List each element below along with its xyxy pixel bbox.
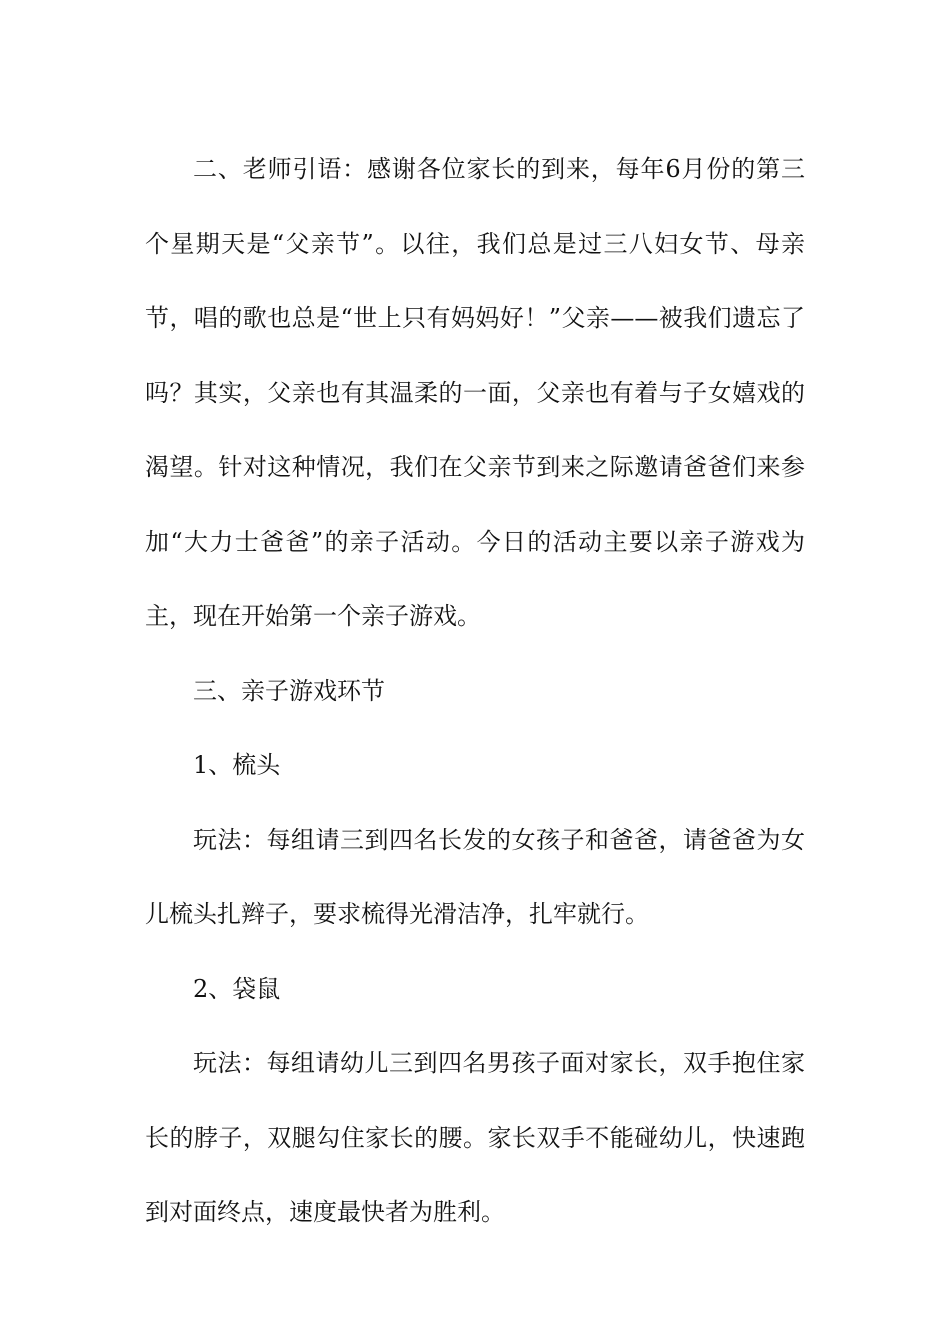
document-body	[145, 132, 805, 1250]
game-2-rules: 玩法：每组请幼儿三到四名男孩子面对家长，双手抱住家长的脖子，双腿勾住家长的腰。家长双手不能碰幼儿，快速跑到对面终点，速度最快者为胜利。	[145, 1049, 805, 1226]
game-1-title: 1、梳头	[193, 751, 281, 779]
section-heading-parent-child-games: 三、亲子游戏环节	[193, 676, 385, 705]
paragraph-teacher-intro: 二、老师引语：感谢各位家长的到来，每年6月份的第三个星期天是“父亲节”。以往，我们总是过三八妇女节、母亲节，唱的歌也总是“世上只有妈妈好！”父亲——被我们遗忘了吗？其实，父亲也有其温柔的一面，父亲也有着与子女嬉戏的渴望。针对这种情况，我们在父亲节到来之际邀请爸爸们来参加“大力士爸爸”的亲子活动。今日的活动主要以亲子游戏为主，现在开始第一个亲子游戏。	[145, 155, 805, 630]
game-1-rules: 玩法：每组请三到四名长发的女孩子和爸爸，请爸爸为女儿梳头扎辫子，要求梳得光滑洁净，扎牢就行。	[145, 825, 805, 928]
game-2-title: 2、袋鼠	[193, 974, 281, 1003]
